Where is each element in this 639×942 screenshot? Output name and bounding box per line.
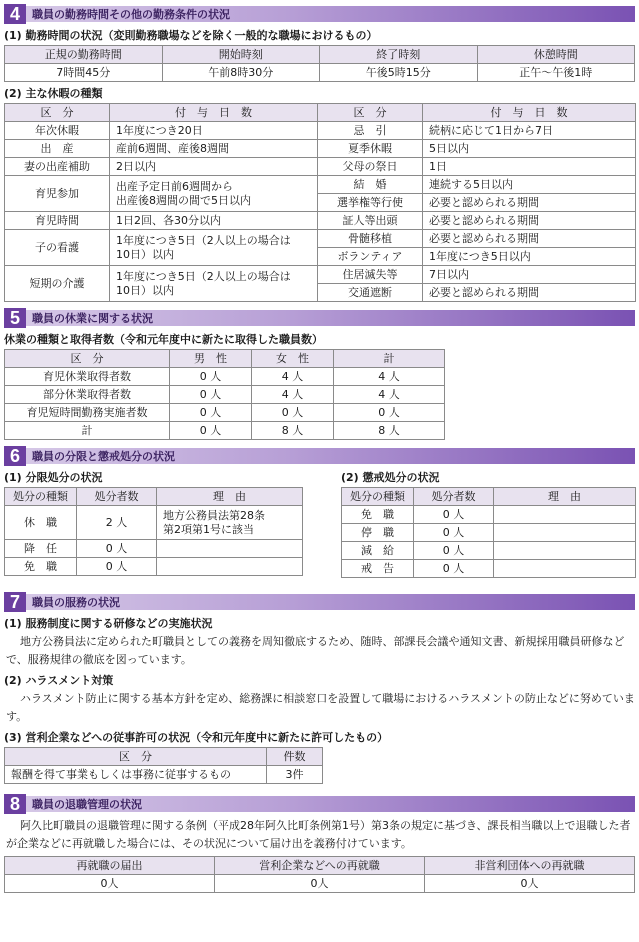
table-cell: 3件 — [267, 766, 323, 784]
table-cell: 正午～午後1時 — [477, 64, 635, 82]
table-header: 区 分 — [5, 104, 110, 122]
table-cell: 0人 — [215, 875, 425, 893]
table-cell: 2 人 — [77, 506, 157, 540]
paragraph: 阿久比町職員の退職管理に関する条例（平成28年阿久比町条例第1号）第3条の規定に基づき、課長相当職以上で退職した者が企業などに再就職した場合には、その状況について届け出を義務付けています。 — [6, 819, 631, 850]
table-cell: 減 給 — [342, 542, 414, 560]
table-header: 件数 — [267, 748, 323, 766]
table-cell: 午前8時30分 — [162, 64, 320, 82]
table-cell: 休 職 — [5, 506, 77, 540]
leave-type: 年次休暇 — [5, 122, 110, 140]
table-cell: 0 人 — [252, 404, 334, 422]
table-cell: 戒 告 — [342, 560, 414, 578]
leave-type: 夏季休暇 — [318, 140, 423, 158]
leave-type: 父母の祭日 — [318, 158, 423, 176]
table-header: 計 — [334, 350, 445, 368]
table-cell: 育児休業取得者数 — [5, 368, 170, 386]
leave-days: 1年度につき5日（2人以上の場合は 10日）以内 — [110, 230, 318, 266]
leave-days: 7日以内 — [423, 266, 636, 284]
table-cell — [494, 560, 636, 578]
table-cell — [494, 542, 636, 560]
table-cell — [157, 558, 303, 576]
table-cell: 4 人 — [252, 386, 334, 404]
subsection-title: (2) 懲戒処分の状況 — [341, 471, 440, 484]
table-cell: 0 人 — [170, 404, 252, 422]
paragraph: ハラスメント防止に関する基本方針を定め、総務課に相談窓口を設置して職場におけるハラスメントの防止などに努めています。 — [6, 692, 635, 723]
table-header: 付 与 日 数 — [110, 104, 318, 122]
table-cell: 0人 — [425, 875, 635, 893]
table-cell: 育児短時間勤務実施者数 — [5, 404, 170, 422]
table-cell: 0 人 — [414, 524, 494, 542]
section-number: 8 — [4, 794, 26, 814]
leave-days: 必要と認められる期間 — [423, 212, 636, 230]
table-header: 休憩時間 — [477, 46, 635, 64]
table-cell: 停 職 — [342, 524, 414, 542]
section-title: 職員の休業に関する状況 — [32, 312, 153, 325]
leave-type: 結 婚 — [318, 176, 423, 194]
leave-days: 5日以内 — [423, 140, 636, 158]
table-cell: 部分休業取得者数 — [5, 386, 170, 404]
leave-type: 選挙権等行使 — [318, 194, 423, 212]
leave-days: 続柄に応じて1日から7日 — [423, 122, 636, 140]
leave-days: 必要と認められる期間 — [423, 284, 636, 302]
section-number: 5 — [4, 308, 26, 328]
section-7-header — [4, 592, 635, 612]
leave-days: 2日以内 — [110, 158, 318, 176]
leave-days: 1年度につき5日以内 — [423, 248, 636, 266]
table-cell: 0 人 — [414, 542, 494, 560]
leave-type: ボランティア — [318, 248, 423, 266]
subsection-title: (1) 服務制度に関する研修などの実施状況 — [4, 617, 213, 630]
table-cell: 免 職 — [342, 506, 414, 524]
section-title: 職員の分限と懲戒処分の状況 — [32, 450, 175, 463]
leave-type: 交通遮断 — [318, 284, 423, 302]
section-number: 6 — [4, 446, 26, 466]
table-header: 女 性 — [252, 350, 334, 368]
section-8-header — [4, 794, 635, 814]
table-cell: 午後5時15分 — [320, 64, 478, 82]
table-header: 処分者数 — [77, 488, 157, 506]
leave-type: 忌 引 — [318, 122, 423, 140]
leave-type: 出 産 — [5, 140, 110, 158]
leave-days: 1年度につき20日 — [110, 122, 318, 140]
table-header: 処分の種類 — [342, 488, 414, 506]
leave-days: 連続する5日以内 — [423, 176, 636, 194]
chokai-block — [341, 466, 635, 578]
table-header: 区 分 — [5, 350, 170, 368]
table-header: 男 性 — [170, 350, 252, 368]
table-cell: 0 人 — [334, 404, 445, 422]
table-header: 終了時刻 — [320, 46, 478, 64]
table-cell: 計 — [5, 422, 170, 440]
table-cell: 0 人 — [170, 368, 252, 386]
subsection-title: (2) ハラスメント対策 — [4, 674, 114, 687]
table-header: 営利企業などへの再就職 — [215, 857, 425, 875]
leave-days: 1日2回、各30分以内 — [110, 212, 318, 230]
table-cell: 0 人 — [414, 560, 494, 578]
table-header: 理 由 — [494, 488, 636, 506]
subsection-title: (2) 主な休暇の種類 — [4, 87, 103, 100]
section-title: 職員の退職管理の状況 — [32, 798, 142, 811]
bungen-table — [4, 487, 303, 576]
leave-type: 骨髄移植 — [318, 230, 423, 248]
leave-type: 育児参加 — [5, 176, 110, 212]
table-header: 処分の種類 — [5, 488, 77, 506]
leave-of-absence-table — [4, 349, 445, 440]
reemployment-table — [4, 856, 635, 893]
subsection-title: 休業の種類と取得者数（令和元年度中に新たに取得した職員数） — [4, 333, 323, 346]
leave-type: 妻の出産補助 — [5, 158, 110, 176]
table-cell: 地方公務員法第28条 第2項第1号に該当 — [157, 506, 303, 540]
table-cell: 4 人 — [334, 386, 445, 404]
leave-type: 証人等出頭 — [318, 212, 423, 230]
table-cell: 8 人 — [334, 422, 445, 440]
work-hours-table — [4, 45, 635, 82]
section-6-header — [4, 446, 635, 466]
paragraph: 地方公務員法に定められた町職員としての義務を周知徹底するため、随時、部課長会議や通知文書、新規採用職員研修などで、服務規律の徹底を図っています。 — [6, 635, 625, 666]
table-header: 開始時刻 — [162, 46, 320, 64]
table-cell: 8 人 — [252, 422, 334, 440]
discipline-area — [4, 466, 635, 578]
leave-days: 必要と認められる期間 — [423, 194, 636, 212]
table-header: 正規の勤務時間 — [5, 46, 163, 64]
leave-days: 必要と認められる期間 — [423, 230, 636, 248]
table-header: 非営利団体への再就職 — [425, 857, 635, 875]
chokai-table — [341, 487, 636, 578]
leave-type: 短期の介護 — [5, 266, 110, 302]
table-header: 再就職の届出 — [5, 857, 215, 875]
section-4-header — [4, 4, 635, 24]
subsection-title: (3) 営利企業などへの従事許可の状況（令和元年度中に新たに許可したもの） — [4, 731, 389, 744]
table-cell: 降 任 — [5, 540, 77, 558]
leave-type: 子の看護 — [5, 230, 110, 266]
leave-table — [4, 103, 636, 302]
table-cell: 免 職 — [5, 558, 77, 576]
leave-days: 産前6週間、産後8週間 — [110, 140, 318, 158]
table-header: 区 分 — [5, 748, 267, 766]
table-cell — [494, 524, 636, 542]
leave-type: 育児時間 — [5, 212, 110, 230]
table-cell — [494, 506, 636, 524]
document-page — [4, 4, 635, 893]
table-cell: 報酬を得て事業もしくは事務に従事するもの — [5, 766, 267, 784]
table-header: 区 分 — [318, 104, 423, 122]
table-header: 理 由 — [157, 488, 303, 506]
section-title: 職員の服務の状況 — [32, 596, 120, 609]
section-5-header — [4, 308, 635, 328]
section-title: 職員の勤務時間その他の勤務条件の状況 — [32, 8, 230, 21]
table-cell: 0 人 — [414, 506, 494, 524]
table-cell: 4 人 — [252, 368, 334, 386]
subsection-title: (1) 分限処分の状況 — [4, 471, 103, 484]
table-cell: 0 人 — [77, 540, 157, 558]
leave-days: 出産予定日前6週間から 出産後8週間の間で5日以内 — [110, 176, 318, 212]
table-header: 付 与 日 数 — [423, 104, 636, 122]
subsection-title: (1) 勤務時間の状況（変則勤務職場などを除く一般的な職場におけるもの） — [4, 29, 378, 42]
table-cell: 0 人 — [170, 386, 252, 404]
leave-days: 1日 — [423, 158, 636, 176]
table-cell — [157, 540, 303, 558]
table-cell: 7時間45分 — [5, 64, 163, 82]
bungen-block — [4, 466, 302, 578]
leave-type: 住居滅失等 — [318, 266, 423, 284]
table-header: 処分者数 — [414, 488, 494, 506]
leave-days: 1年度につき5日（2人以上の場合は 10日）以内 — [110, 266, 318, 302]
table-cell: 0 人 — [170, 422, 252, 440]
table-cell: 0 人 — [77, 558, 157, 576]
section-number: 4 — [4, 4, 26, 24]
table-cell: 0人 — [5, 875, 215, 893]
table-cell: 4 人 — [334, 368, 445, 386]
section-number: 7 — [4, 592, 26, 612]
side-job-table — [4, 747, 323, 784]
